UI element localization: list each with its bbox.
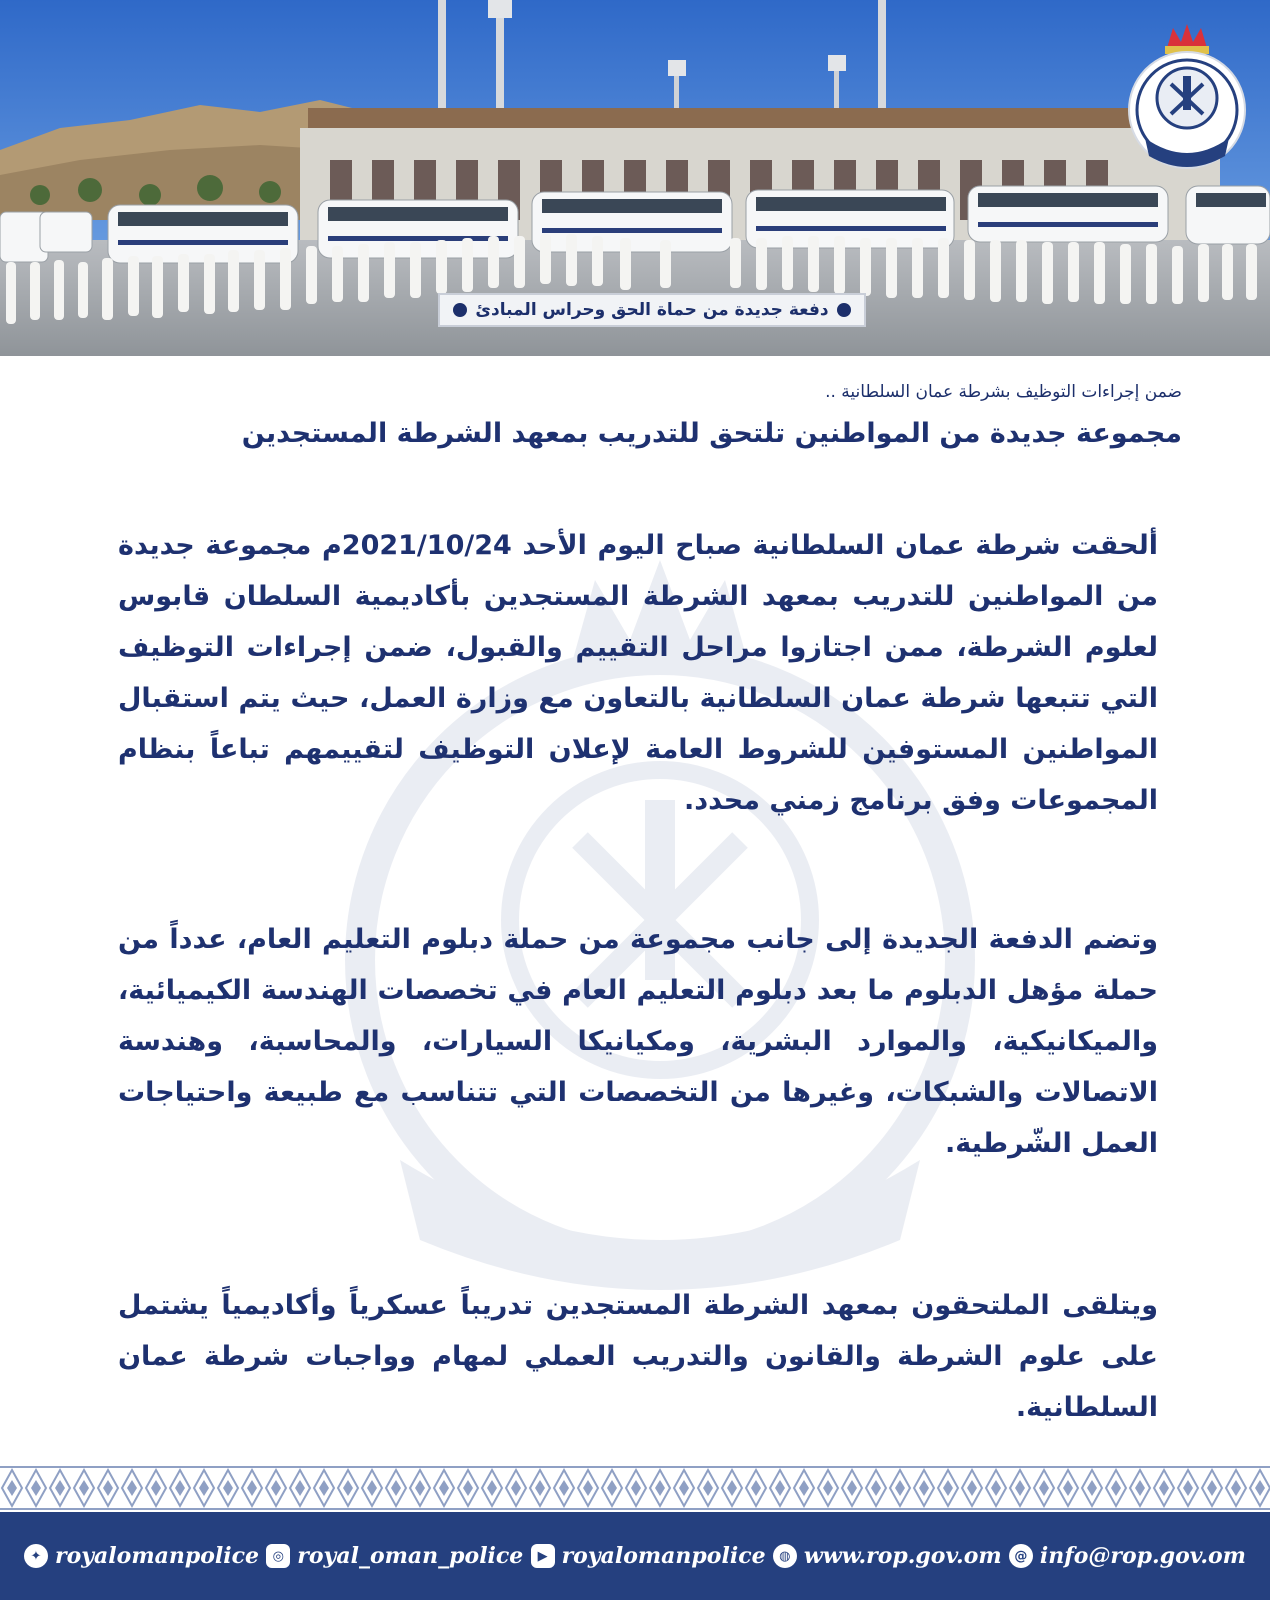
article-paragraph-2: وتضم الدفعة الجديدة إلى جانب مجموعة من حملة دبلوم التعليم العام، عدداً من حملة مؤهل الدبلوم ما بعد دبلوم التعليم العام في تخصصات الهندسة الكيميائية، والميكانيكية، والموارد البشرية، ومكيانيكا السيارات، والمحاسبة، وهندسة الاتصالات والشبكات، وغيرها من التخصصات التي تتناسب مع طبيعة واحتياجات العمل الشّرطية.	[118, 924, 1158, 1159]
youtube-link[interactable]	[531, 1543, 766, 1569]
article-kicker: ضمن إجراءات التوظيف بشرطة عمان السلطانية ..	[825, 382, 1182, 402]
article-paragraph-3: ويتلقى الملتحقون بمعهد الشرطة المستجدين تدريباً عسكرياً وأكاديمياً يشتمل على علوم الشرطة والقانون والتدريب العملي لمهام وواجبات شرطة عمان السلطانية.	[118, 1290, 1158, 1423]
rop-badge-icon	[453, 303, 467, 317]
hero-banner-text: دفعة جديدة من حماة الحق وحراس المبادئ	[475, 300, 829, 320]
instagram-handle: royal_oman_police	[297, 1543, 524, 1569]
email-address: info@rop.gov.om	[1039, 1543, 1246, 1569]
twitter-icon: ✦	[24, 1544, 48, 1568]
footer-bar	[0, 1512, 1270, 1600]
website-url: www.rop.gov.om	[803, 1543, 1002, 1569]
globe-icon: ◍	[773, 1544, 797, 1568]
rop-badge-icon	[837, 303, 851, 317]
twitter-link[interactable]	[24, 1543, 259, 1569]
rop-emblem-logo	[1115, 18, 1260, 178]
twitter-handle: royalomanpolice	[55, 1543, 260, 1569]
article-headline: مجموعة جديدة من المواطنين تلتحق للتدريب بمعهد الشرطة المستجدين	[241, 418, 1182, 449]
hero-banner-sign	[438, 293, 866, 327]
at-sign-icon: @	[1009, 1544, 1033, 1568]
instagram-link[interactable]	[266, 1543, 523, 1569]
instagram-icon: ◎	[266, 1544, 290, 1568]
youtube-handle: royalomanpolice	[561, 1543, 766, 1569]
youtube-icon: ▶	[531, 1544, 555, 1568]
hero-photo	[0, 0, 1270, 356]
decorative-pattern-band	[0, 1466, 1270, 1510]
website-link[interactable]	[773, 1543, 1002, 1569]
article-paragraph-1: ألحقت شرطة عمان السلطانية صباح اليوم الأحد 2021/10/24م مجموعة جديدة من المواطنين للتدريب بمعهد الشرطة المستجدين بأكاديمية السلطان قابوس لعلوم الشرطة، ممن اجتازوا مراحل التقييم والقبول، ضمن إجراءات التوظيف التي تتبعها شرطة عمان السلطانية بالتعاون مع وزارة العمل، حيث يتم استقبال المواطنين المستوفين للشروط العامة لإعلان التوظيف لتقييمهم تباعاً بنظام المجموعات وفق برنامج زمني محدد.	[118, 530, 1158, 816]
email-link[interactable]	[1009, 1543, 1246, 1569]
